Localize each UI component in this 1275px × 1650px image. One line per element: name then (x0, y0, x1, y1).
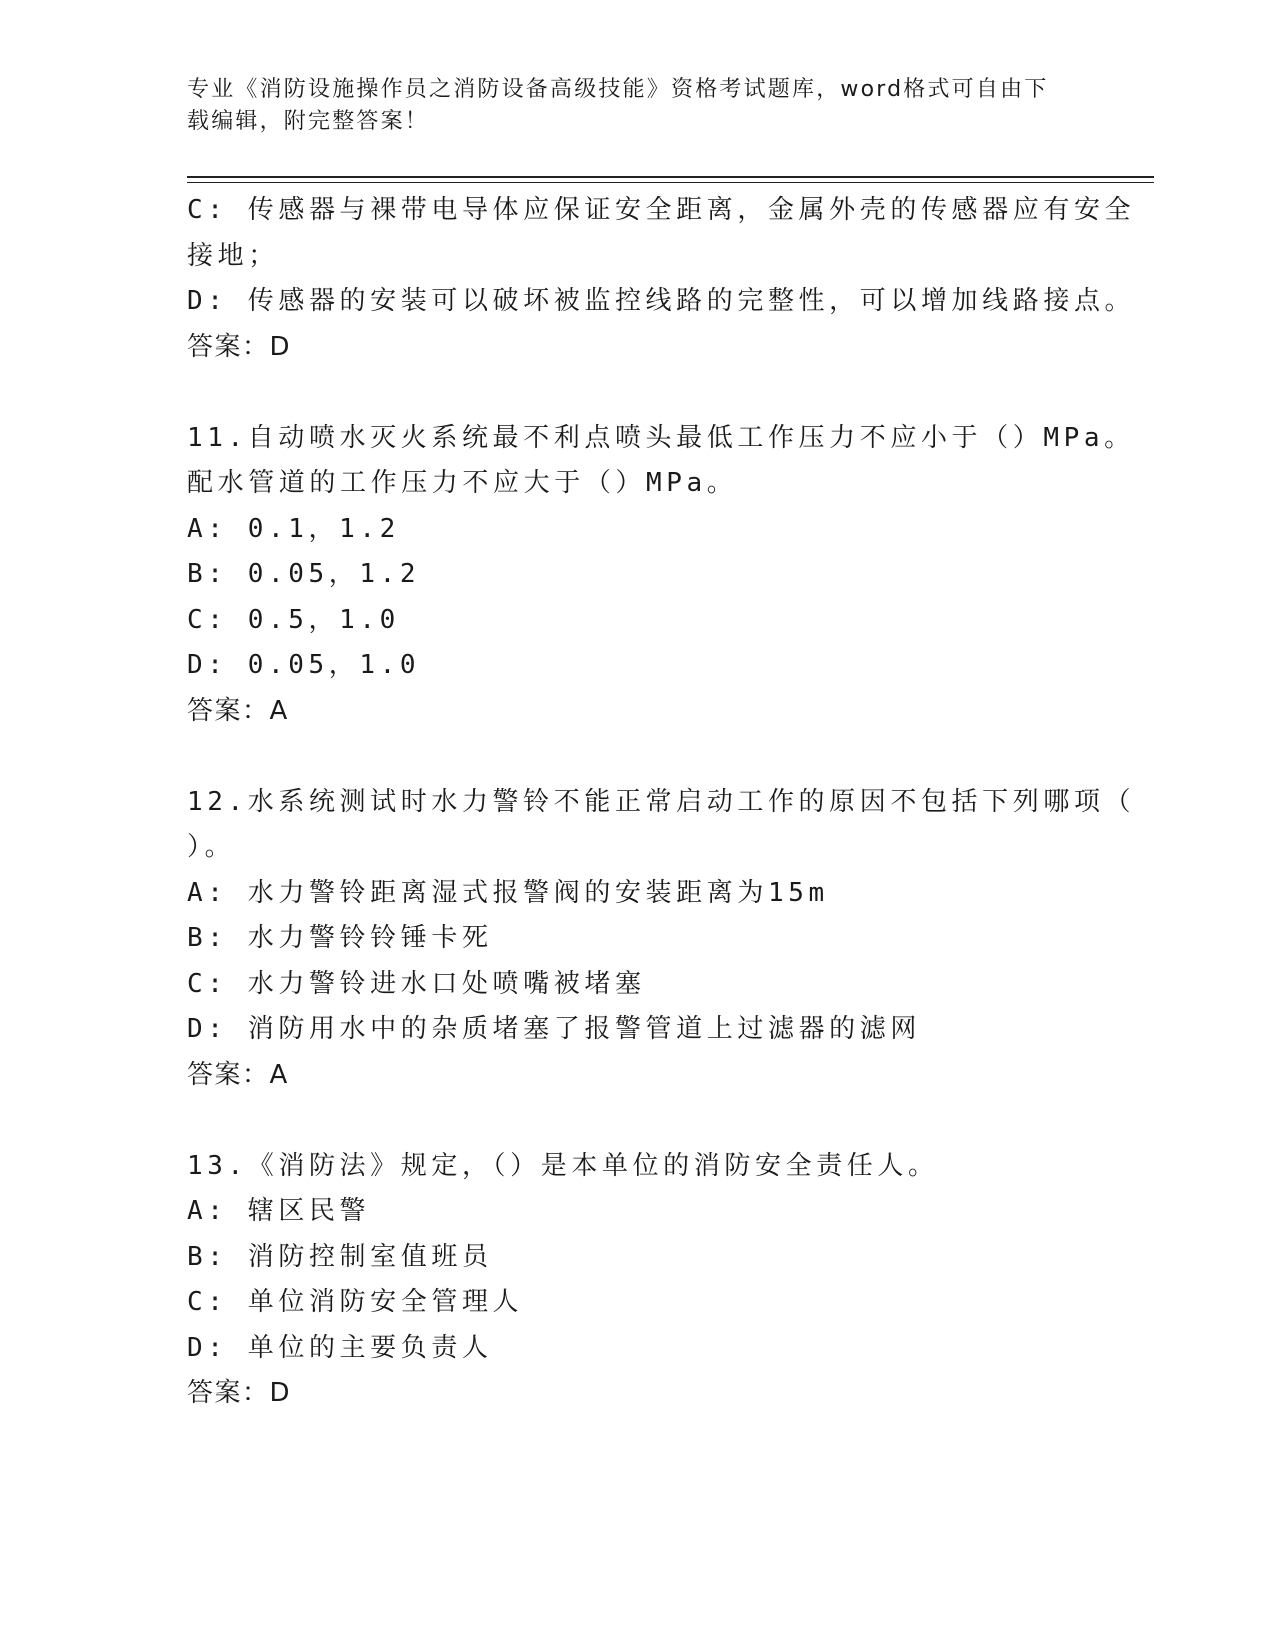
option-b: B: 0.05，1.2 (187, 559, 421, 589)
question-13 (187, 1144, 1087, 1417)
header-line-1: 专业《消防设施操作员之消防设备高级技能》资格考试题库，word格式可自由下 (187, 77, 1049, 102)
option-a: A: 0.1，1.2 (187, 513, 400, 544)
page-header (187, 74, 1087, 138)
option-c: C: 0.5，1.0 (187, 604, 400, 635)
question-text-line-1: 12.水系统测试时水力警铃不能正常启动工作的原因不包括下列哪项（ (187, 786, 1136, 817)
question-content (187, 188, 1136, 1417)
option-d: D: 0.05，1.0 (187, 650, 421, 680)
answer: 答案：A (187, 695, 289, 726)
header-line-2: 载编辑，附完整答案！ (187, 109, 430, 134)
answer: 答案：A (187, 1059, 289, 1090)
option-c-line-1: C: 传感器与裸带电导体应保证安全距离，金属外壳的传感器应有安全 (187, 195, 1136, 225)
answer: 答案：D (187, 331, 292, 362)
option-d: D: 传感器的安装可以破坏被监控线路的完整性，可以增加线路接点。 (187, 286, 1136, 316)
question-12 (187, 780, 1136, 1099)
option-c-line-2: 接地； (187, 240, 279, 271)
answer: 答案：D (187, 1378, 292, 1408)
option-c: C: 水力警铃进水口处喷嘴被堵塞 (187, 968, 646, 999)
question-10-continued (187, 188, 1136, 370)
option-b: B: 消防控制室值班员 (187, 1241, 493, 1272)
question-11 (187, 416, 1135, 735)
header-divider (187, 176, 1154, 183)
question-text-line-2: 配水管道的工作压力不应大于（）MPa。 (187, 468, 738, 498)
option-b: B: 水力警铃铃锤卡死 (187, 923, 493, 953)
option-a: A: 辖区民警 (187, 1196, 371, 1226)
option-d: D: 消防用水中的杂质堵塞了报警管道上过滤器的滤网 (187, 1014, 921, 1044)
option-c: C: 单位消防安全管理人 (187, 1287, 524, 1317)
spacer (187, 734, 1087, 780)
option-a: A: 水力警铃距离湿式报警阀的安装距离为15m (187, 877, 829, 908)
spacer (187, 1098, 1087, 1144)
option-d: D: 单位的主要负责人 (187, 1332, 493, 1363)
question-text-line-1: 11.自动喷水灭火系统最不利点喷头最低工作压力不应小于（）MPa。 (187, 422, 1135, 453)
question-text-line-2: ）。 (187, 832, 236, 862)
question-text-line-1: 13.《消防法》规定，（）是本单位的消防安全责任人。 (187, 1150, 939, 1181)
spacer (187, 370, 1087, 416)
